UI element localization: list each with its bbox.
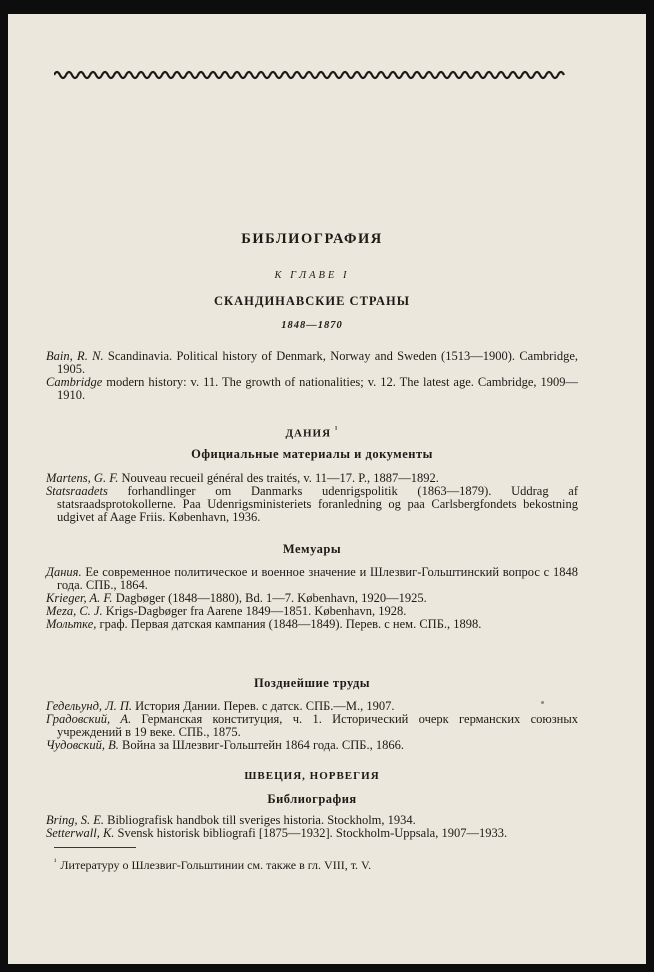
entry-author: Bain, R. N. xyxy=(46,349,104,363)
entry-author: Statsraadets xyxy=(46,484,108,498)
entry-text: История Дании. Перев. с датск. СПБ.—М., 1907. xyxy=(132,699,395,713)
footnote-rule xyxy=(54,847,136,848)
entry-text: forhandlinger om Danmarks udenrigspolitik (1863—1879). Uddrag af statsraadsprotokollerne. Paa Udenrigsministeriets foranledning og paa Carlsbergfondets bekostning udgivet af Aage Friis. København, 1936. xyxy=(57,484,578,524)
bib-entry xyxy=(46,713,578,739)
entry-text: Dagbøger (1848—1880), Bd. 1—7. København, 1920—1925. xyxy=(112,591,427,605)
entry-author: Дания. xyxy=(46,565,82,579)
entry-author: Чудовский, В. xyxy=(46,738,119,752)
entry-author: Setterwall, K. xyxy=(46,826,115,840)
entry-text: Svensk historisk bibliografi [1875—1932]. Stockholm-Uppsala, 1907—1933. xyxy=(114,826,508,840)
official-list xyxy=(46,472,578,524)
entry-text: Германская конституция, ч. 1. Исторический очерк германских союзных учреждений в 19 веке. СПБ., 1875. xyxy=(57,712,578,739)
memoirs-list xyxy=(46,566,578,631)
footnote xyxy=(54,857,574,873)
bibliography-list xyxy=(46,814,578,840)
subheading-later: Позднейшие труды xyxy=(253,676,371,690)
entry-text: Scandinavia. Political history of Denmark, Norway and Sweden (1513—1900). Cambridge, 1905. xyxy=(57,349,578,376)
bib-entry xyxy=(46,485,578,524)
entry-author: Meza, C. J. xyxy=(46,604,103,618)
bib-entry xyxy=(46,827,578,840)
section-heading-sweden: ШВЕЦИЯ, НОРВЕГИЯ xyxy=(244,770,380,782)
footnote-text: Литературу о Шлезвиг-Гольштинии см. также в гл. VIII, т. V. xyxy=(60,858,372,872)
footnote-marker: ¹ xyxy=(54,857,57,866)
entry-text: modern history: v. 11. The growth of nationalities; v. 12. The latest age. Cambridge, 1909—1910. xyxy=(57,375,578,402)
entry-text: Bibliografisk handbok till sveriges historia. Stockholm, 1934. xyxy=(103,813,416,827)
entry-author: Cambridge xyxy=(46,375,103,389)
region-heading: СКАНДИНАВСКИЕ СТРАНЫ xyxy=(214,294,410,308)
entry-author: Гедельунд, Л. П. xyxy=(46,699,133,713)
entry-author: Martens, G. F. xyxy=(46,471,119,485)
ornamental-border xyxy=(54,68,568,82)
entry-text: Война за Шлезвиг-Гольштейн 1864 года. СПБ., 1866. xyxy=(118,738,404,752)
period-heading: 1848—1870 xyxy=(281,320,343,331)
entry-text: Ее современное политическое и военное значение и Шлезвиг-Гольштинский вопрос с 1848 года. СПБ., 1864. xyxy=(57,565,578,592)
bib-entry xyxy=(46,618,578,631)
entry-text: Nouveau recueil général des traités, v. 11—17. P., 1887—1892. xyxy=(118,471,439,485)
general-list xyxy=(46,350,578,402)
entry-author: Bring, S. E. xyxy=(46,813,104,827)
bib-entry xyxy=(46,376,578,402)
page-title: БИБЛИОГРАФИЯ xyxy=(241,231,383,247)
subheading-memoirs: Мемуары xyxy=(282,542,342,556)
footnote-marker: ¹ xyxy=(334,424,339,434)
section-heading-denmark: ДАНИЯ $^{^1}$ xyxy=(285,424,339,440)
bib-entry xyxy=(46,350,578,376)
book-page xyxy=(8,14,646,964)
later-list xyxy=(46,700,578,752)
entry-author: Градовский, А. xyxy=(46,712,132,726)
chapter-heading: К ГЛАВЕ I xyxy=(274,270,350,281)
bib-entry xyxy=(46,566,578,592)
entry-author: Мольтке, xyxy=(46,617,97,631)
bib-entry xyxy=(46,739,578,752)
entry-author: Krieger, A. F. xyxy=(46,591,113,605)
entry-text: Krigs-Dagbøger fra Aarene 1849—1851. København, 1928. xyxy=(102,604,407,618)
subheading-official: Официальные материалы и документы xyxy=(191,447,433,461)
subheading-bibliography: Библиография xyxy=(267,792,357,806)
paper-speck xyxy=(541,701,544,704)
entry-text: граф. Первая датская кампания (1848—1849). Перев. с нем. СПБ., 1898. xyxy=(96,617,482,631)
